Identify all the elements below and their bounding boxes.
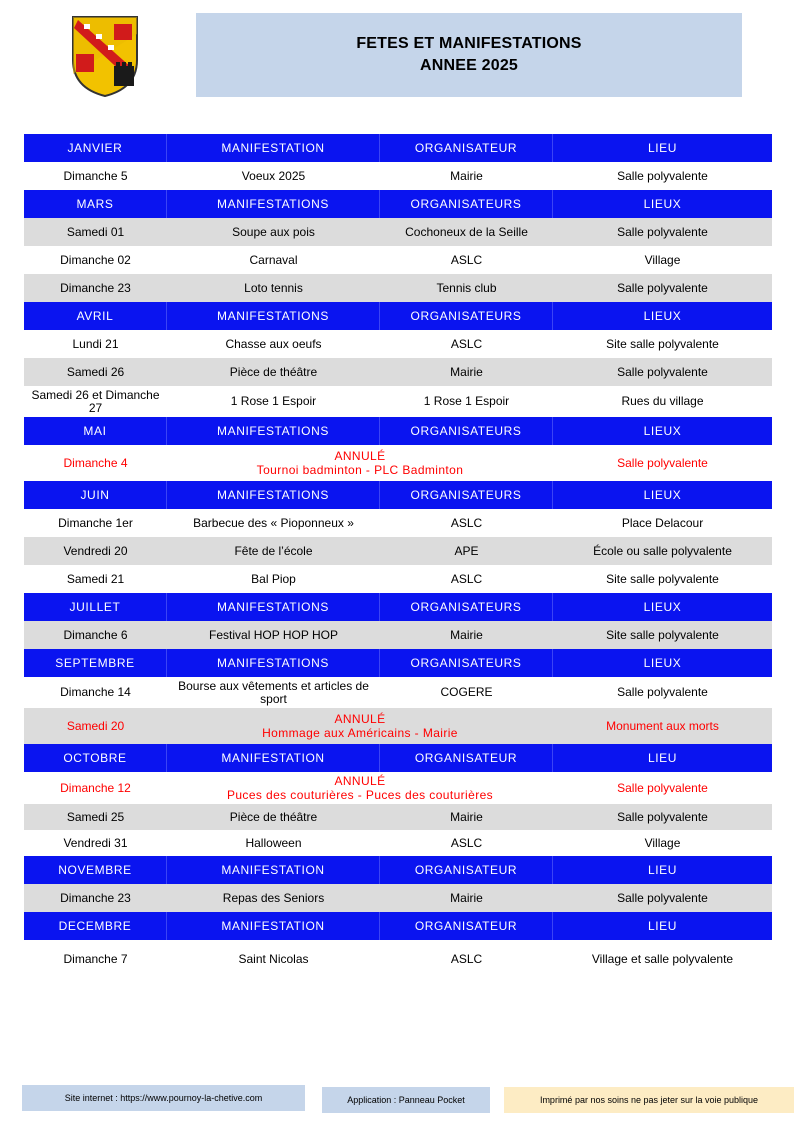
event-row bbox=[24, 830, 772, 856]
event-date: Samedi 01 bbox=[66, 224, 125, 239]
event-column-header: MANIFESTATION bbox=[167, 744, 380, 772]
event-organizer: Mairie bbox=[450, 364, 483, 379]
place-column-header: LIEU bbox=[647, 751, 678, 765]
event-place: Site salle polyvalente bbox=[606, 336, 719, 351]
event-organizer: ASLC bbox=[450, 515, 483, 530]
event-name: Tournoi badminton - PLC Badminton bbox=[256, 463, 464, 477]
month-header-row bbox=[24, 912, 772, 940]
event-organizer: Cochoneux de la Seille bbox=[405, 224, 528, 239]
website-link[interactable]: Site internet : https://www.pournoy-la-chetive.com bbox=[64, 1093, 263, 1103]
organizer-column-header: ORGANISATEURS bbox=[380, 417, 553, 445]
place-column-header: LIEUX bbox=[643, 488, 682, 502]
event-place: Rues du village bbox=[621, 394, 704, 408]
place-column-header: LIEUX bbox=[643, 656, 682, 670]
organizer-column-header: ORGANISATEURS bbox=[380, 302, 553, 330]
cancelled-event-row bbox=[24, 772, 772, 804]
event-name: Halloween bbox=[245, 835, 302, 850]
event-row bbox=[24, 162, 772, 190]
organizer-column-header: ORGANISATEUR bbox=[380, 856, 553, 884]
cancelled-event-info bbox=[167, 449, 553, 477]
event-column-header: MANIFESTATIONS bbox=[167, 417, 380, 445]
event-place: Salle polyvalente bbox=[617, 168, 708, 183]
event-row bbox=[24, 677, 772, 708]
organizer-column-header: ORGANISATEURS bbox=[380, 481, 553, 509]
event-name: Bourse aux vêtements et articles de sport bbox=[178, 678, 369, 706]
event-organizer: Mairie bbox=[450, 627, 483, 642]
event-date: Dimanche 23 bbox=[60, 890, 131, 905]
event-place: Village bbox=[644, 835, 681, 850]
month-name: DECEMBRE bbox=[24, 912, 167, 940]
event-date: Samedi 21 bbox=[66, 571, 125, 586]
place-column-header: LIEUX bbox=[643, 197, 682, 211]
place-column-header: LIEUX bbox=[643, 600, 682, 614]
event-date: Dimanche 4 bbox=[63, 455, 128, 470]
cancelled-event-row bbox=[24, 445, 772, 481]
month-header-row bbox=[24, 481, 772, 509]
month-header-row bbox=[24, 856, 772, 884]
event-organizer: ASLC bbox=[450, 951, 483, 966]
event-organizer: ASLC bbox=[450, 571, 483, 586]
event-name: Bal Piop bbox=[251, 571, 296, 586]
event-place: Village et salle polyvalente bbox=[591, 951, 734, 966]
place-column-header: LIEU bbox=[647, 141, 678, 155]
event-date: Samedi 26 bbox=[66, 364, 125, 379]
place-column-header: LIEU bbox=[647, 863, 678, 877]
month-header-row bbox=[24, 134, 772, 162]
organizer-column-header: ORGANISATEUR bbox=[380, 134, 553, 162]
event-organizer: ASLC bbox=[450, 336, 483, 351]
cancelled-event-row bbox=[24, 708, 772, 744]
event-row bbox=[24, 218, 772, 246]
event-name: Voeux 2025 bbox=[241, 168, 306, 183]
event-name: 1 Rose 1 Espoir bbox=[230, 394, 317, 408]
month-name: MARS bbox=[24, 190, 167, 218]
event-organizer: COGERE bbox=[440, 685, 493, 699]
month-name: AVRIL bbox=[24, 302, 167, 330]
event-place: Site salle polyvalente bbox=[606, 627, 719, 642]
event-row bbox=[24, 386, 772, 417]
event-row bbox=[24, 358, 772, 386]
coat-of-arms-icon bbox=[70, 14, 140, 98]
event-organizer: Mairie bbox=[450, 168, 483, 183]
event-name: Pièce de théâtre bbox=[229, 809, 318, 824]
event-date: Dimanche 5 bbox=[63, 168, 128, 183]
place-column-header: LIEU bbox=[647, 919, 678, 933]
event-place: Place Delacour bbox=[621, 515, 704, 530]
event-name: Puces des couturières - Puces des couturières bbox=[226, 788, 494, 802]
event-date: Samedi 25 bbox=[66, 809, 125, 824]
organizer-column-header: ORGANISATEURS bbox=[380, 190, 553, 218]
event-organizer: Mairie bbox=[450, 809, 483, 824]
event-organizer: APE bbox=[454, 543, 479, 558]
print-note: Imprimé par nos soins ne pas jeter sur la voie publique bbox=[539, 1095, 759, 1105]
title-line-2: ANNEE 2025 bbox=[419, 57, 519, 74]
organizer-column-header: ORGANISATEUR bbox=[380, 912, 553, 940]
event-place: Salle polyvalente bbox=[617, 890, 708, 905]
month-name: JUILLET bbox=[24, 593, 167, 621]
page-title bbox=[196, 13, 742, 97]
cancelled-label: ANNULÉ bbox=[334, 774, 386, 788]
month-header-row bbox=[24, 649, 772, 677]
event-place: Salle polyvalente bbox=[617, 455, 708, 470]
month-name: NOVEMBRE bbox=[24, 856, 167, 884]
event-name: Repas des Seniors bbox=[222, 890, 325, 905]
event-place: Salle polyvalente bbox=[617, 224, 708, 239]
event-column-header: MANIFESTATION bbox=[167, 912, 380, 940]
organizer-column-header: ORGANISATEURS bbox=[380, 649, 553, 677]
month-name: MAI bbox=[24, 417, 167, 445]
event-date: Vendredi 20 bbox=[63, 543, 128, 558]
event-row bbox=[24, 330, 772, 358]
event-column-header: MANIFESTATIONS bbox=[167, 481, 380, 509]
website-footer[interactable] bbox=[22, 1085, 305, 1111]
cancelled-label: ANNULÉ bbox=[334, 449, 386, 463]
title-line-1: FETES ET MANIFESTATIONS bbox=[356, 35, 582, 52]
cancelled-event-info bbox=[167, 774, 553, 802]
event-name: Saint Nicolas bbox=[238, 951, 309, 966]
event-place: Village bbox=[644, 252, 681, 267]
event-name: Soupe aux pois bbox=[232, 224, 315, 239]
event-organizer: 1 Rose 1 Espoir bbox=[423, 394, 510, 408]
event-name: Barbecue des « Pioponneux » bbox=[193, 515, 354, 530]
event-date: Dimanche 7 bbox=[63, 951, 128, 966]
event-row bbox=[24, 884, 772, 912]
event-date: Dimanche 1er bbox=[58, 515, 133, 530]
event-name: Hommage aux Américains - Mairie bbox=[262, 726, 458, 740]
event-date: Dimanche 6 bbox=[63, 627, 128, 642]
event-name: Pièce de théâtre bbox=[229, 364, 318, 379]
event-date: Samedi 20 bbox=[66, 718, 125, 733]
event-date: Dimanche 12 bbox=[60, 780, 131, 795]
event-date: Lundi 21 bbox=[72, 336, 119, 351]
event-row bbox=[24, 940, 772, 978]
event-row bbox=[24, 246, 772, 274]
event-date: Dimanche 14 bbox=[60, 685, 131, 699]
organizer-column-header: ORGANISATEURS bbox=[380, 593, 553, 621]
event-row bbox=[24, 509, 772, 537]
event-name: Chasse aux oeufs bbox=[225, 336, 322, 351]
event-organizer: ASLC bbox=[450, 835, 483, 850]
event-organizer: ASLC bbox=[450, 252, 483, 267]
event-place: Salle polyvalente bbox=[617, 685, 708, 699]
event-name: Loto tennis bbox=[244, 280, 303, 295]
event-date: Samedi 26 et Dimanche 27 bbox=[31, 387, 160, 415]
coat-of-arms-logo bbox=[70, 14, 140, 98]
event-row bbox=[24, 274, 772, 302]
event-place: École ou salle polyvalente bbox=[593, 543, 732, 558]
place-column-header: LIEUX bbox=[643, 424, 682, 438]
event-organizer: Mairie bbox=[450, 890, 483, 905]
month-name: JUIN bbox=[24, 481, 167, 509]
event-date: Vendredi 31 bbox=[63, 835, 128, 850]
event-name: Festival HOP HOP HOP bbox=[209, 627, 338, 642]
event-date: Dimanche 23 bbox=[60, 280, 131, 295]
month-header-row bbox=[24, 593, 772, 621]
event-row bbox=[24, 621, 772, 649]
cancelled-event-info bbox=[167, 712, 553, 740]
cancelled-label: ANNULÉ bbox=[334, 712, 386, 726]
app-label: Application : Panneau Pocket bbox=[347, 1095, 465, 1105]
event-date: Dimanche 02 bbox=[60, 252, 131, 267]
event-place: Salle polyvalente bbox=[617, 780, 708, 795]
event-place: Salle polyvalente bbox=[617, 809, 708, 824]
event-place: Salle polyvalente bbox=[617, 364, 708, 379]
event-column-header: MANIFESTATIONS bbox=[167, 593, 380, 621]
event-name: Carnaval bbox=[249, 252, 298, 267]
place-column-header: LIEUX bbox=[643, 309, 682, 323]
event-column-header: MANIFESTATION bbox=[167, 134, 380, 162]
organizer-column-header: ORGANISATEUR bbox=[380, 744, 553, 772]
event-place: Salle polyvalente bbox=[617, 280, 708, 295]
event-column-header: MANIFESTATIONS bbox=[167, 649, 380, 677]
month-header-row bbox=[24, 302, 772, 330]
month-header-row bbox=[24, 417, 772, 445]
month-header-row bbox=[24, 190, 772, 218]
event-organizer: Tennis club bbox=[436, 280, 497, 295]
event-column-header: MANIFESTATION bbox=[167, 856, 380, 884]
month-name: JANVIER bbox=[24, 134, 167, 162]
event-name: Fête de l’école bbox=[234, 543, 313, 558]
event-column-header: MANIFESTATIONS bbox=[167, 302, 380, 330]
event-column-header: MANIFESTATIONS bbox=[167, 190, 380, 218]
month-name: SEPTEMBRE bbox=[24, 649, 167, 677]
event-row bbox=[24, 537, 772, 565]
print-note-footer bbox=[504, 1087, 794, 1113]
events-table bbox=[24, 134, 772, 978]
event-place: Monument aux morts bbox=[606, 718, 719, 733]
month-name: OCTOBRE bbox=[24, 744, 167, 772]
app-footer bbox=[322, 1087, 490, 1113]
month-header-row bbox=[24, 744, 772, 772]
event-place: Site salle polyvalente bbox=[606, 571, 719, 586]
event-row bbox=[24, 565, 772, 593]
event-row bbox=[24, 804, 772, 830]
